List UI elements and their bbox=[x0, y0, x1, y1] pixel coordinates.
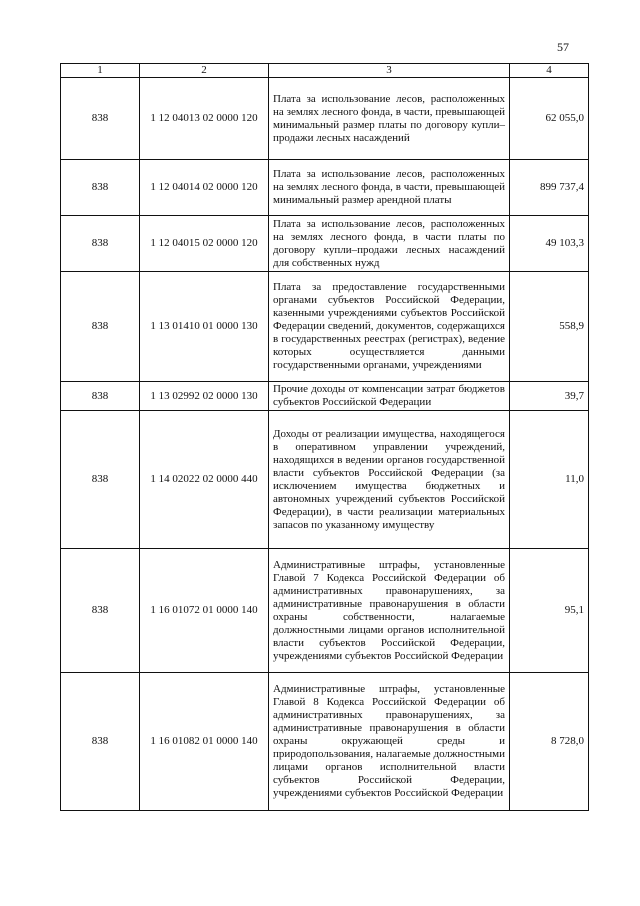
description-cell: Плата за предоставление государственными органами субъектов Российской Федерации, казенными учреждениями субъектов Российской Федерации сведений, документов, содержащихся в государственных реестрах (регистрах), ведение которых осуществляется данными государственными органами, учреждениями bbox=[269, 272, 510, 382]
page-number: 57 bbox=[557, 40, 569, 54]
budget-code-cell: 1 13 02992 02 0000 130 bbox=[140, 382, 269, 411]
admin-code-cell: 838 bbox=[61, 673, 140, 811]
description-cell: Административные штрафы, установленные Главой 8 Кодекса Российской Федерации об административных правонарушениях, за административные правонарушения в области охраны окружающей среды и природопользования, налагаемые должностными лицами органов исполнительной власти субъектов Российской Федерации, учреждениями субъектов Российской Федерации bbox=[269, 673, 510, 811]
amount-cell: 49 103,3 bbox=[510, 216, 589, 272]
amount-cell: 62 055,0 bbox=[510, 78, 589, 160]
table-row bbox=[61, 272, 589, 382]
description-cell: Плата за использование лесов, расположенных на землях лесного фонда, в части, превышающей минимальный размер платы по договору купли–продажи лесных насаждений bbox=[269, 78, 510, 160]
description-cell: Административные штрафы, установленные Главой 7 Кодекса Российской Федерации об административных правонарушениях, за административные правонарушения в области охраны собственности, налагаемые должностными лицами органов исполнительной власти субъектов Российской Федерации, учреждениями субъектов Российской Федерации bbox=[269, 549, 510, 673]
header-col-1: 1 bbox=[61, 64, 140, 78]
amount-cell: 899 737,4 bbox=[510, 160, 589, 216]
budget-code-cell: 1 12 04013 02 0000 120 bbox=[140, 78, 269, 160]
admin-code-cell: 838 bbox=[61, 272, 140, 382]
amount-cell: 39,7 bbox=[510, 382, 589, 411]
table-row bbox=[61, 673, 589, 811]
amount-cell: 558,9 bbox=[510, 272, 589, 382]
admin-code-cell: 838 bbox=[61, 216, 140, 272]
admin-code-cell: 838 bbox=[61, 78, 140, 160]
description-cell: Плата за использование лесов, расположенных на землях лесного фонда, в части, превышающей минимальный размер арендной платы bbox=[269, 160, 510, 216]
description-cell: Плата за использование лесов, расположенных на землях лесного фонда, в части платы по договору купли–продажи лесных насаждений для собственных нужд bbox=[269, 216, 510, 272]
amount-cell: 8 728,0 bbox=[510, 673, 589, 811]
table-row bbox=[61, 382, 589, 411]
header-col-2: 2 bbox=[140, 64, 269, 78]
amount-cell: 95,1 bbox=[510, 549, 589, 673]
description-cell: Доходы от реализации имущества, находящегося в оперативном управлении учреждений, находящихся в ведении органов государственной власти субъектов Российской Федерации (за исключением имущества бюджетных и автономных учреждений субъектов Российской Федерации), в части реализации материальных запасов по указанному имуществу bbox=[269, 411, 510, 549]
revenue-table bbox=[60, 63, 589, 811]
header-col-4: 4 bbox=[510, 64, 589, 78]
budget-code-cell: 1 13 01410 01 0000 130 bbox=[140, 272, 269, 382]
budget-code-cell: 1 16 01082 01 0000 140 bbox=[140, 673, 269, 811]
admin-code-cell: 838 bbox=[61, 549, 140, 673]
table-row bbox=[61, 78, 589, 160]
budget-code-cell: 1 12 04015 02 0000 120 bbox=[140, 216, 269, 272]
table-row bbox=[61, 549, 589, 673]
admin-code-cell: 838 bbox=[61, 411, 140, 549]
table-row bbox=[61, 216, 589, 272]
budget-code-cell: 1 16 01072 01 0000 140 bbox=[140, 549, 269, 673]
description-cell: Прочие доходы от компенсации затрат бюджетов субъектов Российской Федерации bbox=[269, 382, 510, 411]
admin-code-cell: 838 bbox=[61, 382, 140, 411]
table-row bbox=[61, 160, 589, 216]
budget-code-cell: 1 14 02022 02 0000 440 bbox=[140, 411, 269, 549]
table-header-row bbox=[61, 64, 589, 78]
budget-code-cell: 1 12 04014 02 0000 120 bbox=[140, 160, 269, 216]
amount-cell: 11,0 bbox=[510, 411, 589, 549]
admin-code-cell: 838 bbox=[61, 160, 140, 216]
table-row bbox=[61, 411, 589, 549]
header-col-3: 3 bbox=[269, 64, 510, 78]
